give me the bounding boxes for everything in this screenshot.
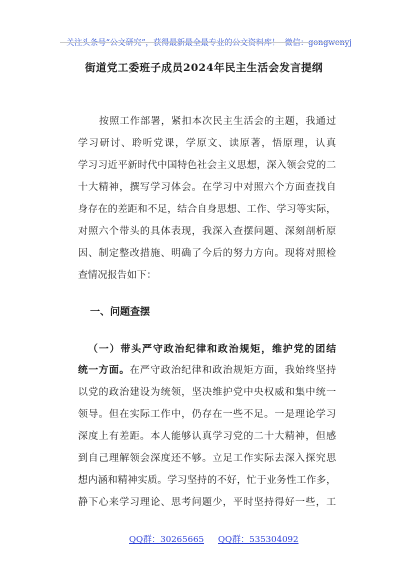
intro-line: 因、制定整改措施、明确了今后的努力方向。现将对照检 [78,248,336,259]
intro-line: 身存在的差距和不足，结合自身思想、工作、学习等实际， [78,204,336,215]
subsection-mixed-line [78,363,336,379]
document-title: 街道党工委班子成员2024年民主生活会发言提纲 [85,62,323,74]
footer-qq-group-1: QQ群：30265665 [129,535,205,545]
section-heading: 一、问题查摆 [90,307,150,318]
intro-line: 学习习近平新时代中国特色社会主义思想，深入领会党的二 [78,160,336,171]
header-divider [60,42,348,43]
body-line: 领导。但在实际工作中，仍存在一些不足。一是理论学习 [78,409,336,420]
body-line: 想内涵和精神实质。学习坚持的不好，忙于业务性工作多， [78,475,336,486]
footer-qq-group-2: QQ群：535304092 [218,535,299,545]
intro-line: 十大精神，撰写学习体会。在学习中对照六个方面查找自 [78,182,336,193]
subsection-heading-tail: 统一方面。 [78,365,130,376]
body-line: 以党的政治建设为统领，坚决维护党中央权威和集中统一 [78,387,336,398]
intro-line: 对照六个带头的具体表现，我深入查摆问题、深刻剖析原 [78,226,336,237]
subsection-heading-line: （一）带头严守政治纪律和政治规矩，维护党的团结 [88,344,336,355]
intro-line: 按照工作部署，紧扣本次民主生活会的主题，我通过 [99,116,336,127]
intro-line: 查情况报告如下： [78,270,157,281]
subsection-body-start: 在严守政治纪律和政治规矩方面，我始终坚持 [129,365,337,376]
body-line: 到自己理解领会深度还不够。立足工作实际去深入探究思 [78,453,336,464]
body-line: 静下心来学习理论、思考问题少，平时坚持得好一些，工 [78,497,336,508]
body-line: 深度上有差距。本人能够认真学习党的二十大精神，但感 [78,431,336,442]
page-header [0,25,408,47]
header-text: 关注头条号“公文研究”，获得最新最全最专业的公文资料库！ 微信：gongwenyj [66,38,352,47]
intro-line: 学习研讨、聆听党课，学原文、读原著，悟原理，认真 [78,138,336,149]
